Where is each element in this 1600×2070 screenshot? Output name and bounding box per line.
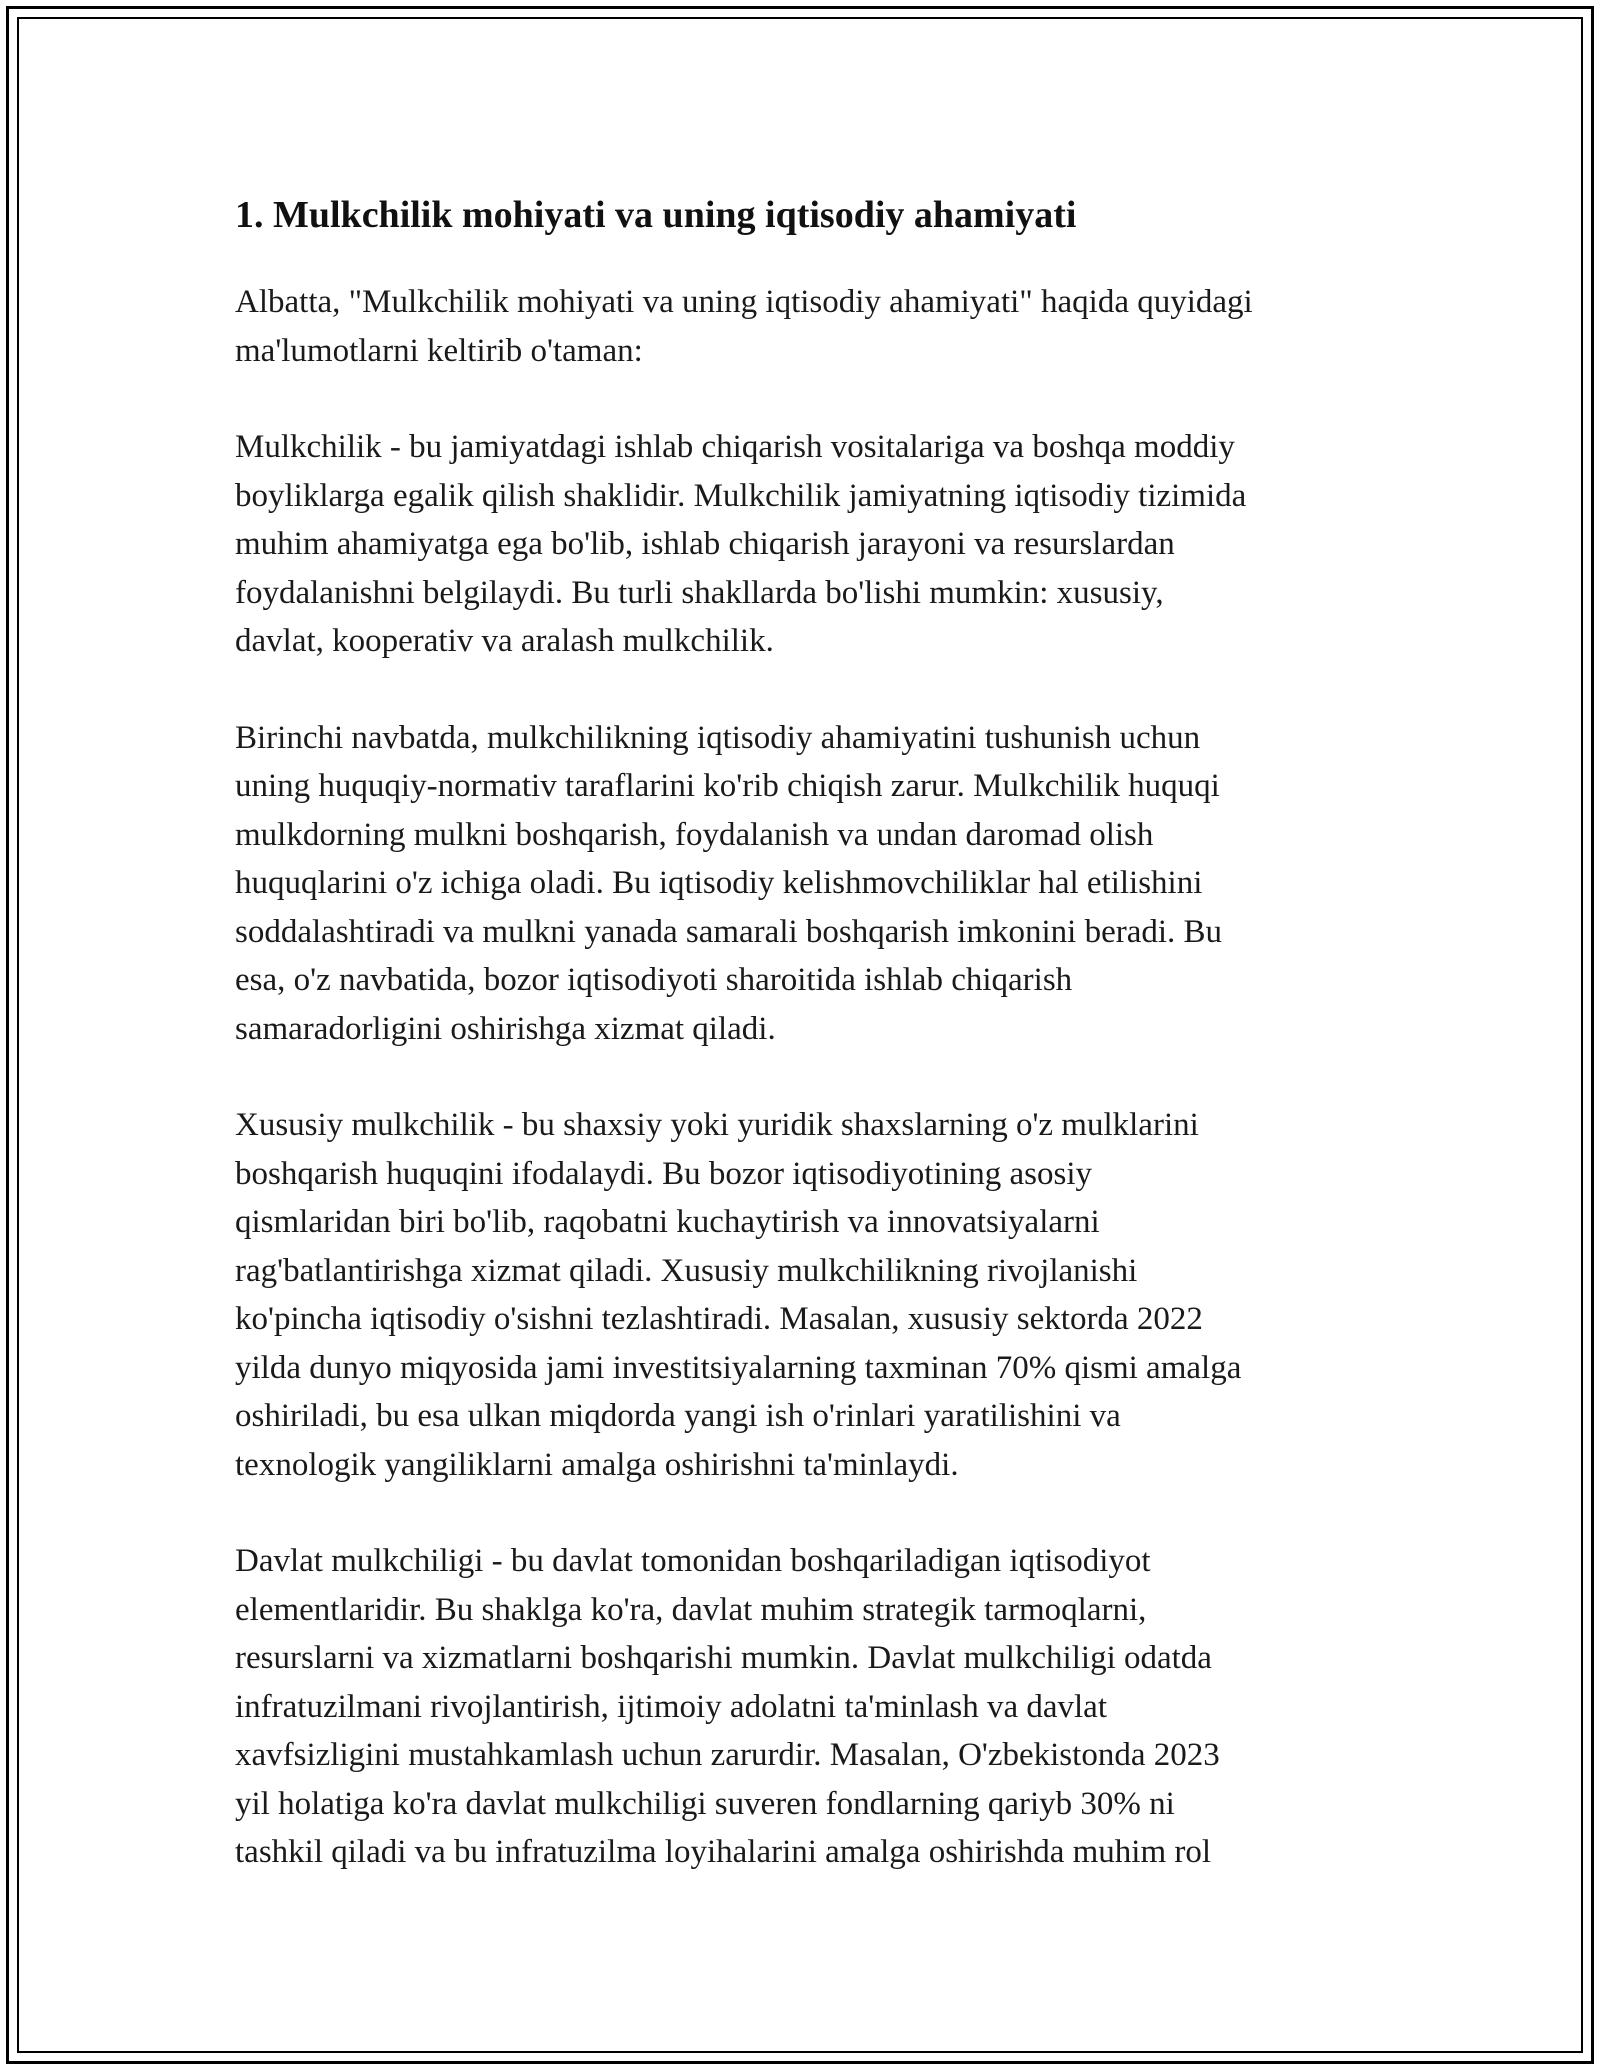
page-title: 1. Mulkchilik mohiyati va uning iqtisodiy ahamiyati bbox=[235, 194, 1077, 236]
paragraph-state-ownership: Davlat mulkchiligi - bu davlat tomonidan boshqariladigan iqtisodiyot elementlaridir. Bu shaklga ko'ra, davlat muhim strategik tarmoqlarni, resurslarni va xizmatlarni boshqarishi mumkin. Davlat mulkchiligi odatda infratuzilmani rivojlantirish, ijtimoiy adolatni ta'minlash va davlat xavfsizligini mustahkamlash uchun zarurdir. Masalan, O'zbekistonda 2023 yil holatiga ko'ra davlat mulkchiligi suveren fondlarning qariyb 30% ni tashkil qiladi va bu infratuzilma loyihalarini amalga oshirishda muhim rol bbox=[235, 1543, 1220, 1870]
paragraph-intro: Albatta, "Mulkchilik mohiyati va uning iqtisodiy ahamiyati" haqida quyidagi ma'lumotlarni keltirib o'taman: bbox=[235, 284, 1253, 369]
paragraph-definition: Mulkchilik - bu jamiyatdagi ishlab chiqarish vositalariga va boshqa moddiy boyliklarga egalik qilish shaklidir. Mulkchilik jamiyatning iqtisodiy tizimida muhim ahamiyatga ega bo'lib, ishlab chiqarish jarayoni va resurslardan foydalanishni belgilaydi. Bu turli shakllarda bo'lishi mumkin: xususiy, davlat, kooperativ va aralash mulkchilik. bbox=[235, 429, 1247, 659]
document-body bbox=[235, 190, 1395, 1925]
paragraph-legal-aspects: Birinchi navbatda, mulkchilikning iqtisodiy ahamiyatini tushunish uchun uning huquqiy-normativ taraflarini ko'rib chiqish zarur. Mulkchilik huquqi mulkdorning mulkni boshqarish, foydalanish va undan daromad olish huquqlarini o'z ichiga oladi. Bu iqtisodiy kelishmovchiliklar hal etilishini soddalashtiradi va mulkni yanada samarali boshqarish imkonini beradi. Bu esa, o'z navbatida, bozor iqtisodiyoti sharoitida ishlab chiqarish samaradorligini oshirishga xizmat qiladi. bbox=[235, 719, 1223, 1047]
paragraph-private-ownership: Xususiy mulkchilik - bu shaxsiy yoki yuridik shaxslarning o'z mulklarini boshqarish huquqini ifodalaydi. Bu bozor iqtisodiyotining asosiy qismlaridan biri bo'lib, raqobatni kuchaytirish va innovatsiyalarni rag'batlantirishga xizmat qiladi. Xususiy mulkchilikning rivojlanishi ko'pincha iqtisodiy o'sishni tezlashtiradi. Masalan, xususiy sektorda 2022 yilda dunyo miqyosida jami investitsiyalarning taxminan 70% qismi amalga oshiriladi, bu esa ulkan miqdorda yangi ish o'rinlari yaratilishini va texnologik yangiliklarni amalga oshirishni ta'minlaydi. bbox=[235, 1107, 1242, 1483]
